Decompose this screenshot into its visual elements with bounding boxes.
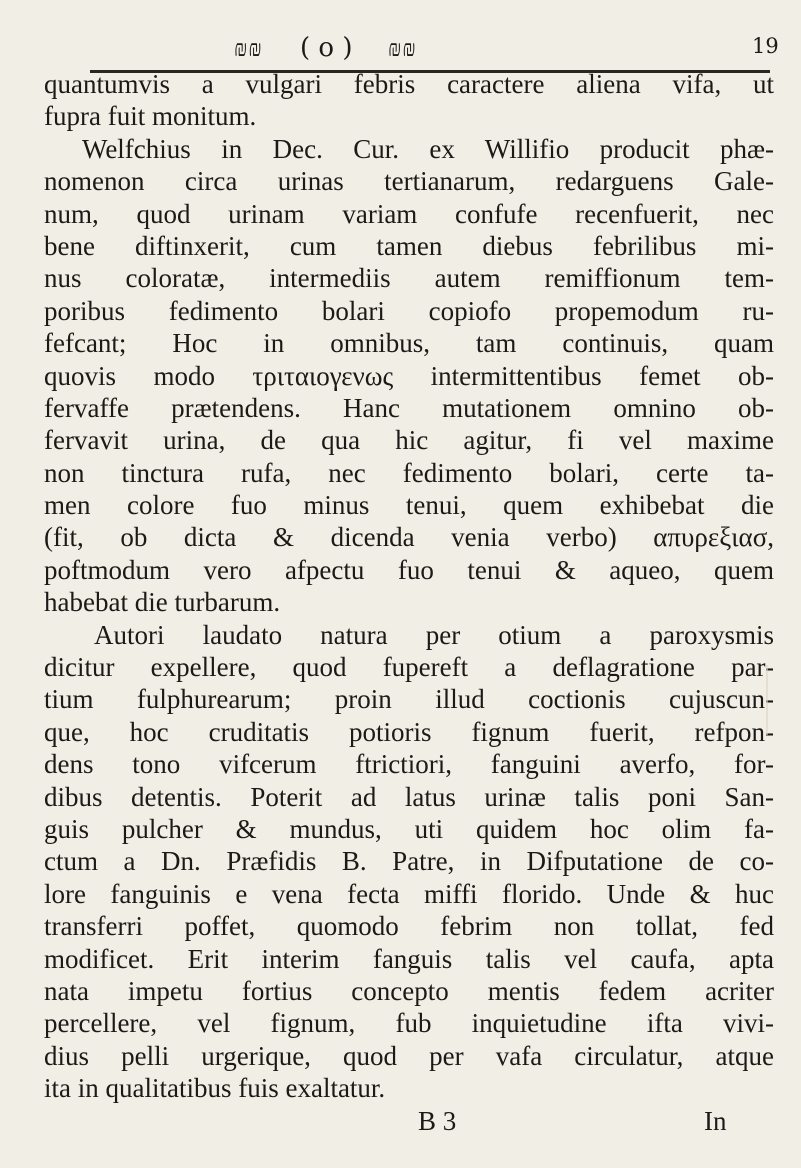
body-text [44,68,774,1141]
text-line: quovis modo τριταιογενως intermittentibus femet ob- [44,360,774,391]
header-page-marker: ( o ) [300,33,353,63]
text-line: quantumvis a vulgari febris caractere aliena vifa, ut [44,69,774,99]
text-line: habebat die turbarum. [44,587,281,618]
text-line: Welfchius in Dec. Cur. ex Willifio producit phæ- [82,133,774,164]
text-line: dibus detentis. Poterit ad latus urinæ talis poni San- [44,781,774,812]
margin-bleed-through [766,665,790,735]
running-header [0,28,801,68]
text-line: poftmodum vero afpectu fuo tenui & aqueo, quem [44,554,774,585]
text-line: modificet. Erit interim fanguis talis vel caufa, apta [44,943,774,974]
text-line: tium fulphurearum; proin illud coctionis cujuscun- [44,684,774,715]
page-number: 19 [752,34,779,58]
catchword: In [704,1105,727,1136]
text-line: percellere, vel fignum, fub inquietudine ifta vivi- [44,1008,774,1039]
text-line: (fit, ob dicta & dicenda venia verbo) απυρεξιασ, [44,522,774,553]
text-line: ctum a Dn. Præfidis B. Patre, in Difputatione de co- [44,846,774,877]
text-line: men colore fuo minus tenui, quem exhibebat die [44,490,774,521]
signature-mark: B 3 [418,1105,457,1136]
header-ornament-left: ₪₪ [234,37,263,62]
text-line: dicitur expellere, quod fupereft a deflagratione par- [44,652,774,683]
text-line: fupra fuit monitum. [44,101,257,132]
text-line: nomenon circa urinas tertianarum, redarguens Gale- [44,166,774,197]
text-line: bene diftinxerit, cum tamen diebus febrilibus mi- [44,230,774,261]
text-line: fervaffe prætendens. Hanc mutationem omnino ob- [44,392,774,423]
text-line: fervavit urina, de qua hic agitur, fi vel maxime [44,425,774,456]
text-line: nata impetu fortius concepto mentis fedem acriter [44,975,774,1006]
header-ornament-right: ₪₪ [388,37,417,62]
text-line: guis pulcher & mundus, uti quidem hoc olim fa- [44,813,774,844]
text-line: que, hoc cruditatis potioris fignum fuerit, refpon- [44,716,774,747]
text-line: non tinctura rufa, nec fedimento bolari, certe ta- [44,457,774,488]
text-line: poribus fedimento bolari copiofo propemodum ru- [44,295,774,326]
text-line: dens tono vifcerum ftrictiori, fanguini averfo, for- [44,749,774,780]
text-line: nus coloratæ, intermediis autem remiffionum tem- [44,263,774,294]
catchword-line [44,1105,774,1141]
text-line: num, quod urinam variam confufe recenfuerit, nec [44,198,774,229]
text-line: dius pelli urgerique, quod per vafa circulatur, atque [44,1040,774,1071]
text-line: transferri poffet, quomodo febrim non tollat, fed [44,911,774,942]
text-line: ita in qualitatibus fuis exaltatur. [44,1073,386,1104]
text-line: fefcant; Hoc in omnibus, tam continuis, quam [44,328,774,359]
text-line: Autori laudato natura per otium a paroxysmis [94,619,774,650]
text-line: lore fanguinis e vena fecta miffi florido. Unde & huc [44,878,774,909]
